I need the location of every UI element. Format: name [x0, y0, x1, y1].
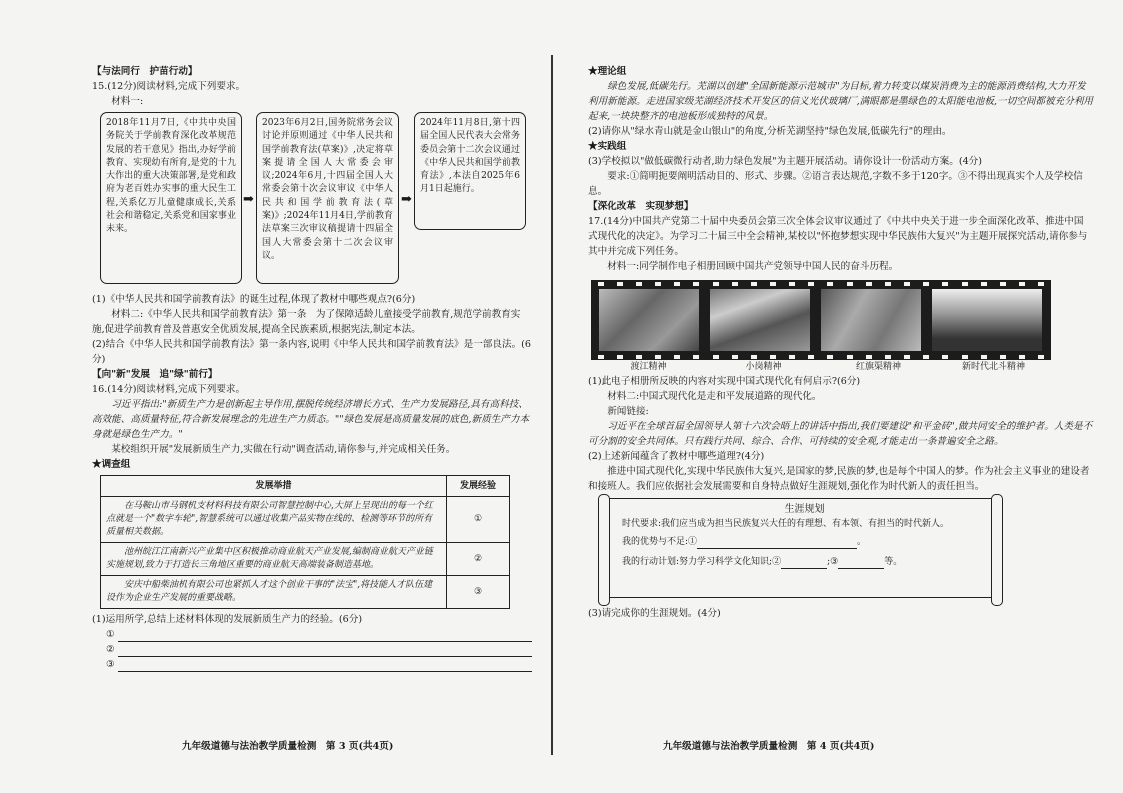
- answer-line[interactable]: [106, 642, 532, 657]
- answer-mark: ①: [106, 629, 115, 640]
- table-row: [101, 497, 510, 543]
- news-link-label: 新闻链接:: [607, 406, 649, 417]
- q17-material1: 材料一:同学制作电子相册回顾中国共产党领导中国人民的奋斗历程。: [607, 261, 899, 272]
- plan-strengths-row: 我的优势与不足:① 。: [622, 537, 867, 547]
- law-timeline: [92, 112, 532, 288]
- theory-text: 绿色发展,低碳先行。芜湖以创建"全国新能源示范城市"为目标,着力转变以煤炭消费为主的能源消费结构,大力开发利用新能源。走进国家级芜湖经济技术开发区的信义光伏玻璃厂,满眼都是墨绿色的太阳能电池板,一切空间都被充分利用起来,一块块整齐的电池板形成独特的风景。: [588, 81, 1093, 122]
- q15-1: (1)《中华人民共和国学前教育法》的诞生过程,体现了教材中哪些观点?(6分): [92, 294, 416, 305]
- film-holes: [591, 353, 1051, 360]
- xi-quote: 习近平指出:"新质生产力是创新起主导作用,摆脱传统经济增长方式、生产力发展路径,具有高科技、高效能、高质量特征,符合新发展理念的先进生产力质态。""绿色发展是高质量发展的底色,新质生产力本身就是绿色生产力。": [92, 399, 530, 440]
- photo-caption: 渡江精神: [630, 362, 667, 372]
- table-cell: 池州皖江江南新兴产业集中区积极推动商业航天产业发展,编制商业航天产业链实施规划,致力于打造长三角地区重要的商业航天高端装备制造基地。: [101, 543, 447, 576]
- plan-action-end: 等。: [884, 557, 903, 567]
- table-cell-mark: ②: [447, 543, 510, 576]
- q15-intro: 15.(12分)阅读材料,完成下列要求。: [92, 81, 246, 92]
- activity-intro: 某校组织开展"发展新质生产力,实做在行动"调查活动,请你参与,并完成相关任务。: [111, 444, 456, 455]
- plan-requirement: 时代要求:我们应当成为担当民族复兴大任的有理想、有本领、有担当的时代新人。: [622, 519, 950, 529]
- q17-intro: 17.(14分)中国共产党第二十届中央委员会第三次全体会议审议通过了《中共中央关于进一步全面深化改革、推进中国式现代化的决定》。为学习二十届三中全会精神,某校以"怀抱梦想实现中华民族伟大复兴"为主题开展探究活动,请你参与其中并完成下列任务。: [588, 216, 1088, 257]
- material1-label: 材料一:: [111, 96, 144, 107]
- timeline-box-2018: 2018年11月7日,《中共中央国务院关于学前教育深化改革规范发展的若干意见》指出,办好学前教育、实现幼有所育,是党的十九大作出的重大决策部署,是党和政府为老百姓办实事的重大民生工程,关系亿万儿童健康成长,关系社会和谐稳定,关系党和国家事业未来。: [100, 112, 242, 284]
- page-3: [0, 0, 548, 793]
- practice-group-label: ★实践组: [588, 141, 627, 152]
- q16-2: (2)请你从"绿水青山就是金山银山"的角度,分析芜湖坚持"绿色发展,低碳先行"的理由。: [588, 126, 952, 137]
- page-divider: [551, 55, 553, 755]
- action-answer-line-3[interactable]: [838, 557, 884, 569]
- plan-strengths-label: 我的优势与不足:①: [622, 537, 698, 547]
- timeline-box-2024: 2024年11月8日,第十四届全国人民代表大会常务委员会第十二次会议通过《中华人民共和国学前教育法》,本法自2025年6月1日起施行。: [414, 112, 526, 230]
- table-header-row: [101, 476, 510, 497]
- table-cell: 在马鞍山市马钢机支材料科技有限公司智慧控制中心,大屏上呈现出的每一个红点就是一个"数字车轮",智慧系统可以通过收集产品实物在线的、检测等环节的所有质量相关数据。: [101, 497, 447, 543]
- q16-1: (1)运用所学,总结上述材料体现的发展新质生产力的经验。(6分): [92, 614, 363, 625]
- table-header: 发展经验: [447, 476, 510, 497]
- table-cell: 安庆中船柴油机有限公司也紧抓人才这个创业干事的"法宝",将技能人才队伍建设作为企业生产发展的重要战略。: [101, 576, 447, 609]
- table-cell-mark: ③: [447, 576, 510, 609]
- theory-group-label: ★理论组: [588, 66, 627, 77]
- section-title-reform: 【深化改革 实现梦想】: [588, 201, 694, 212]
- q17-3: (3)请完成你的生涯规划。(4分): [588, 608, 721, 619]
- page-footer: 九年级道德与法治教学质量检测 第 3 页(共4页): [182, 741, 394, 752]
- material2: 材料二:《中华人民共和国学前教育法》第一条 为了保障适龄儿童接受学前教育,规范学前教育实施,促进学前教育普及普惠安全优质发展,提高全民族素质,根据宪法,制定本法。: [92, 309, 521, 335]
- plan-action-row: [622, 555, 987, 569]
- table-header: 发展举措: [101, 476, 447, 497]
- plan-action-mark: ;③: [827, 557, 839, 567]
- table-row: [101, 576, 510, 609]
- table-row: [101, 543, 510, 576]
- q16-intro: 16.(14分)阅读材料,完成下列要求。: [92, 384, 246, 395]
- answer-line[interactable]: [106, 657, 532, 672]
- answer-mark: ②: [106, 644, 115, 655]
- q16-3-requirements: 要求:①简明扼要阐明活动目的、形式、步骤。②语言表达规范,字数不多于120字。③不得出现真实个人及学校信息。: [588, 171, 1083, 197]
- q17-material2: 材料二:中国式现代化是走和平发展道路的现代化。: [607, 391, 822, 402]
- q17-2: (2)上述新闻蕴含了教材中哪些道理?(4分): [588, 451, 765, 462]
- table-cell-mark: ①: [447, 497, 510, 543]
- page-footer: 九年级道德与法治教学质量检测 第 4 页(共4页): [663, 741, 875, 752]
- strengths-answer-line[interactable]: [697, 537, 857, 549]
- dream-text: 推进中国式现代化,实现中华民族伟大复兴,是国家的梦,民族的梦,也是每个中国人的梦。作为社会主义事业的建设者和接班人。我们应依据社会发展需要和自身特点做好生涯规划,强化作为时代新人的责任担当。: [588, 466, 1090, 492]
- plan-title: 生涯规划: [784, 504, 825, 515]
- section-title-development: 【向"新"发展 追"绿"前行】: [92, 369, 218, 380]
- timeline-box-2023: 2023年6月2日,国务院常务会议讨论并原则通过《中华人民共和国学前教育法(草案)》,决定将草案提请全国人大常委会审议;2024年6月,十四届全国人大常委会第十次会议审议《中华人民共和国学前教育法(草案)》;2024年11月4日,学前教育法草案三次审议稿提请十四届全国人大常委会第十二次会议审议。: [256, 112, 399, 284]
- plan-action-label: 我的行动计划:努力学习科学文化知识;②: [622, 557, 782, 567]
- photo-caption: 红旗渠精神: [855, 362, 901, 372]
- film-holes: [591, 280, 1051, 287]
- scroll-roll-left: [598, 494, 610, 606]
- photo-captions: [591, 360, 1051, 374]
- photo-river-crossing: [599, 289, 699, 351]
- photo-caption: 新时代北斗精神: [961, 362, 1025, 372]
- photo-red-flag-canal: [821, 289, 921, 351]
- news-text: 习近平在全球首届全国领导人第十六次会晤上的讲话中指出,我们要建设"和平金砖",做共同安全的维护者。人类是不可分割的安全共同体。只有践行共同、综合、合作、可持续的安全观,才能走出一条普遍安全之路。: [588, 421, 1093, 447]
- q15-2: (2)结合《中华人民共和国学前教育法》第一条内容,说明《中华人民共和国学前教育法》是一部良法。(6分): [92, 339, 532, 365]
- section-title-law: 【与法同行 护苗行动】: [92, 66, 198, 77]
- page-4: [558, 0, 1123, 793]
- photo-album-filmstrip: [591, 280, 1051, 360]
- photo-beidou: [932, 289, 1042, 351]
- right-arrow-icon: ➡: [401, 192, 412, 207]
- answer-line[interactable]: [106, 627, 532, 642]
- photo-caption: 小岗精神: [745, 362, 782, 372]
- page-4-content: [588, 64, 1093, 621]
- career-plan-scroll: [603, 498, 998, 598]
- development-table: [100, 475, 510, 609]
- scroll-roll-right: [991, 494, 1003, 606]
- q17-1: (1)此电子相册所反映的内容对实现中国式现代化有何启示?(6分): [588, 376, 861, 387]
- q16-3: (3)学校拟以"做低碳微行动者,助力绿色发展"为主题开展活动。请你设计一份活动方案。(4分): [588, 156, 983, 167]
- right-arrow-icon: ➡: [243, 192, 254, 207]
- answer-mark: ③: [106, 659, 115, 670]
- survey-group-label: ★调查组: [92, 459, 131, 470]
- action-answer-line-2[interactable]: [781, 557, 827, 569]
- page-3-content: [92, 64, 532, 672]
- photo-xiaogang: [710, 289, 810, 351]
